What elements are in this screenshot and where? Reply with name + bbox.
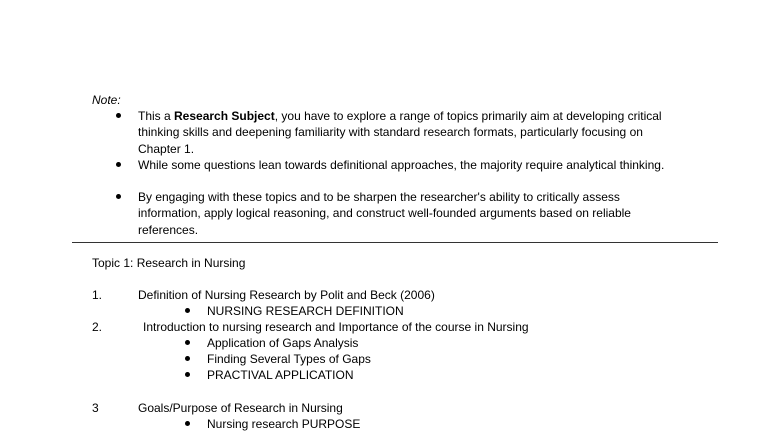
note-bullet-2: While some questions lean towards definitional approaches, the majority require analytical thinking. — [138, 158, 665, 172]
section-divider — [72, 242, 718, 243]
bullet-icon — [116, 194, 121, 199]
item-1-sub-1: NURSING RESEARCH DEFINITION — [207, 304, 404, 318]
item-3-number: 3 — [92, 401, 99, 415]
item-2-number: 2. — [92, 320, 103, 334]
item-3-text: Goals/Purpose of Research in Nursing — [138, 401, 343, 415]
item-2-text: Introduction to nursing research and Importance of the course in Nursing — [143, 320, 529, 334]
item-2-sub-2: Finding Several Types of Gaps — [207, 352, 371, 366]
topic-title: Topic 1: Research in Nursing — [92, 256, 246, 270]
bullet-icon — [185, 356, 190, 361]
note-bullet-1 — [138, 108, 668, 157]
item-1-number: 1. — [92, 288, 103, 302]
note-bullet-1-bold: Research Subject — [174, 109, 275, 123]
note-bullet-3: By engaging with these topics and to be sharpen the researcher's ability to critically assess information, apply logical reasoning, and construct well-founded arguments based on reliable references. — [138, 190, 631, 237]
bullet-icon — [185, 340, 190, 345]
item-2-sub-3: PRACTIVAL APPLICATION — [207, 368, 354, 382]
bullet-icon — [185, 308, 190, 313]
bullet-icon — [185, 372, 190, 377]
note-bullet-1-post: , you have to explore a range of topics primarily aim at developing critical thinking skills and deepening familiarity with standard research formats, particularly focusing on Chapter 1. — [138, 109, 662, 156]
note-bullet-1-pre: This a — [138, 109, 175, 123]
item-2-sub-1: Application of Gaps Analysis — [207, 336, 359, 350]
item-3-sub-1: Nursing research PURPOSE — [207, 417, 361, 431]
item-1-text: Definition of Nursing Research by Polit and Beck (2006) — [138, 288, 435, 302]
note-label: Note: — [92, 93, 121, 107]
bullet-icon — [116, 113, 121, 118]
bullet-icon — [185, 421, 190, 426]
bullet-icon — [116, 162, 121, 167]
